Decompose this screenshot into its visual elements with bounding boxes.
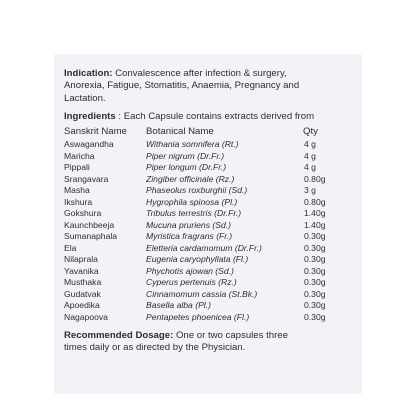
ingredients-heading: Ingredients <box>64 111 116 122</box>
qty-cell: 0.30g <box>304 288 326 299</box>
sanskrit-name-cell: Yavanika <box>64 265 99 276</box>
indication-section <box>64 68 354 105</box>
qty-cell: 0.30g <box>304 254 326 264</box>
sanskrit-name-cell: Gokshura <box>64 208 102 218</box>
table-row <box>64 277 354 289</box>
dosage-text-1: One or two capsules three <box>173 330 288 341</box>
table-row <box>64 174 354 186</box>
sanskrit-name-cell: Nilaprala <box>64 254 98 264</box>
botanical-name-cell: Tribulus terrestris (Dr.Fr.) <box>146 208 242 218</box>
sanskrit-name-cell: Musthaka <box>64 277 102 287</box>
sanskrit-name-cell: Ikshura <box>64 196 93 207</box>
botanical-name-cell: Hygrophila spinosa (Pl.) <box>146 196 238 207</box>
botanical-name-cell: Basella alba (Pl.) <box>146 300 211 310</box>
qty-cell: 4 g <box>304 162 316 172</box>
ingredient-label-panel <box>54 54 362 394</box>
qty-cell: 0.30g <box>304 265 326 276</box>
table-row <box>64 197 354 209</box>
column-header-sanskrit-name: Sanskrit Name <box>64 126 127 137</box>
sanskrit-name-cell: Masha <box>64 185 90 195</box>
sanskrit-name-cell: Sumanaphala <box>64 231 118 241</box>
indication-heading: Indication: <box>64 68 113 79</box>
sanskrit-name-cell: Pippali <box>64 162 90 172</box>
indication-line-3: Lactation. <box>64 92 106 104</box>
column-header-qty: Qty <box>303 126 318 137</box>
column-header-botanical-name: Botanical Name <box>146 126 214 137</box>
qty-cell: 0.30g <box>304 231 326 241</box>
qty-cell: 0.30g <box>304 277 326 287</box>
botanical-name-cell: Cyperus pertenuis (Rz.) <box>146 277 237 287</box>
qty-cell: 0.30g <box>304 242 326 253</box>
ingredients-intro-text: : Each Capsule contains extracts derived from <box>115 111 315 122</box>
indication-line-1 <box>64 68 354 80</box>
dosage-line-1 <box>64 330 354 342</box>
table-row <box>64 312 354 324</box>
ingredients-section <box>64 111 354 123</box>
sanskrit-name-cell: Maricha <box>64 150 95 161</box>
botanical-name-cell: Cinnamomum cassia (St.Bk.) <box>146 288 258 299</box>
table-row <box>64 254 354 266</box>
table-row <box>64 208 354 220</box>
qty-cell: 3 g <box>304 185 316 195</box>
dosage-line-2: times daily or as directed by the Physician. <box>64 342 246 354</box>
sanskrit-name-cell: Nagapoova <box>64 311 108 322</box>
botanical-name-cell: Withania somnifera (Rt.) <box>146 139 239 149</box>
sanskrit-name-cell: Aswagandha <box>64 139 114 149</box>
sanskrit-name-cell: Ela <box>64 242 77 253</box>
indication-line-2: Anorexia, Fatigue, Stomatitis, Anaemia, Pregnancy and <box>64 80 300 92</box>
botanical-name-cell: Pentapetes phoenicea (Fl.) <box>146 311 250 322</box>
sanskrit-name-cell: Kaunchbeeja <box>64 219 115 230</box>
table-row <box>64 289 354 301</box>
table-row <box>64 220 354 232</box>
sanskrit-name-cell: Srangavara <box>64 173 109 184</box>
botanical-name-cell: Zingiber officinale (Rz.) <box>146 173 235 184</box>
botanical-name-cell: Myristica fragrans (Fr.) <box>146 231 233 241</box>
table-row <box>64 162 354 174</box>
botanical-name-cell: Phychotis ajowan (Sd.) <box>146 265 234 276</box>
table-row <box>64 151 354 163</box>
qty-cell: 0.80g <box>304 173 326 184</box>
table-row <box>64 139 354 151</box>
botanical-name-cell: Eugenia caryophyllata (Fl.) <box>146 254 249 264</box>
dosage-heading: Recommended Dosage: <box>64 330 174 341</box>
sanskrit-name-cell: Gudatvak <box>64 288 101 299</box>
qty-cell: 0.80g <box>304 196 326 207</box>
qty-cell: 1.40g <box>304 219 326 230</box>
indication-text-1: Convalescence after infection & surgery, <box>112 68 287 79</box>
table-row <box>64 185 354 197</box>
dosage-section <box>64 330 354 355</box>
qty-cell: 4 g <box>304 139 316 149</box>
botanical-name-cell: Phaseolus roxburghii (Sd.) <box>146 185 248 195</box>
botanical-name-cell: Mucuna pruriens (Sd.) <box>146 219 232 230</box>
botanical-name-cell: Piper nigrum (Dr.Fr.) <box>146 150 225 161</box>
qty-cell: 4 g <box>304 150 316 161</box>
sanskrit-name-cell: Apoedika <box>64 300 100 310</box>
qty-cell: 0.30g <box>304 300 326 310</box>
ingredients-table-header <box>64 125 354 138</box>
botanical-name-cell: Piper longum (Dr.Fr.) <box>146 162 227 172</box>
botanical-name-cell: Eletteria cardamomum (Dr.Fr.) <box>146 242 262 253</box>
table-row <box>64 266 354 278</box>
table-row <box>64 300 354 312</box>
table-row <box>64 243 354 255</box>
qty-cell: 1.40g <box>304 208 326 218</box>
qty-cell: 0.30g <box>304 311 326 322</box>
table-row <box>64 231 354 243</box>
